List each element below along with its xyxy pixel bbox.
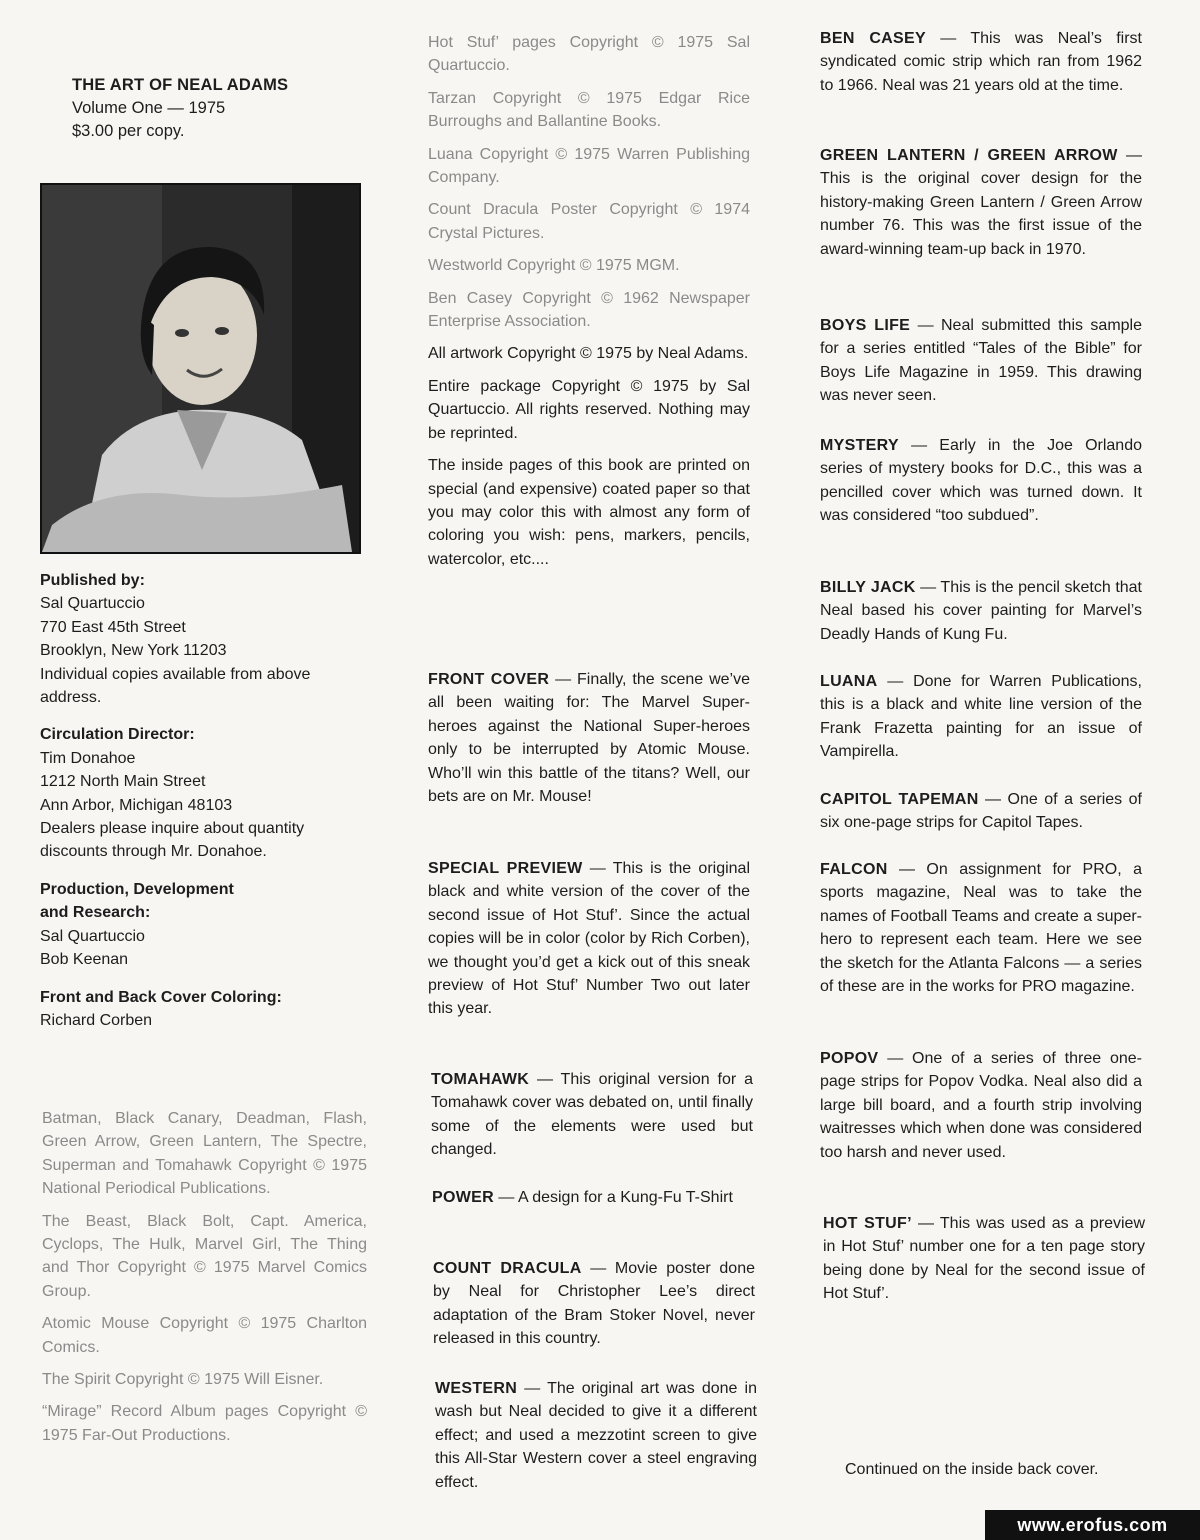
published-label: Published by: xyxy=(40,572,145,589)
continued-note: Continued on the inside back cover. xyxy=(845,1461,1099,1478)
copyright-notice: Tarzan Copyright © 1975 Edgar Rice Burroughs and Ballantine Books. xyxy=(428,89,750,131)
publisher-line: Brooklyn, New York 11203 xyxy=(40,642,227,660)
entry-luana xyxy=(820,670,1142,764)
coloring-label: Front and Back Cover Coloring: xyxy=(40,988,282,1006)
circulation-label: Circulation Director: xyxy=(40,726,195,744)
entry-body: — This is the original cover design for the history-making Green Lantern / Green Arrow number 76. This was the first issue of the award-winning team-up back in 1970. xyxy=(820,147,1142,258)
site-watermark: www.erofus.com xyxy=(985,1510,1200,1540)
entry-heading: POWER xyxy=(432,1189,494,1206)
copyright-middle xyxy=(428,31,750,580)
entry-heading: BOYS LIFE xyxy=(820,317,911,334)
volume-line: Volume One — 1975 xyxy=(72,99,226,117)
package-copyright: Entire package Copyright © 1975 by Sal Quartuccio. All rights reserved. Nothing may be reprinted. xyxy=(428,377,750,442)
entry-special-preview xyxy=(428,857,750,1021)
circulation-line: Ann Arbor, Michigan 48103 xyxy=(40,796,233,814)
entry-heading: WESTERN xyxy=(435,1380,518,1397)
entry-heading: SPECIAL PREVIEW xyxy=(428,860,583,877)
artwork-copyright: All artwork Copyright © 1975 by Neal Adams. xyxy=(428,345,749,363)
credits-section xyxy=(40,569,365,1046)
entry-body: — This was used as a preview in Hot Stuf’ number one for a ten page story being done by Neal for the second issue of Hot Stuf’. xyxy=(823,1215,1145,1303)
production-label: Production, Development xyxy=(40,880,234,898)
entry-green-lantern xyxy=(820,144,1142,261)
entry-front-cover xyxy=(428,668,750,808)
entry-heading: BEN CASEY xyxy=(820,30,926,47)
production-line: Bob Keenan xyxy=(40,951,129,969)
circulation-line: 1212 North Main Street xyxy=(40,773,206,791)
circulation-line: Dealers please inquire about quantity discounts through Mr. Donahoe. xyxy=(40,820,305,861)
entry-body: — Early in the Joe Orlando series of mystery books for D.C., this was a pencilled cover which was turned down. It was considered “too subdued”. xyxy=(820,437,1142,525)
entry-body: — Done for Warren Publications, this is a black and white line version of the Frank Frazetta painting for an issue of Vampirella. xyxy=(820,673,1142,761)
entry-power xyxy=(432,1186,754,1209)
author-portrait-illustration xyxy=(42,185,359,552)
entry-body: — One of a series of six one-page strips for Capitol Tapes. xyxy=(820,791,1142,832)
entry-popov xyxy=(820,1047,1142,1164)
entry-body: — Finally, the scene we’ve all been waiting for: The Marvel Super-heroes against the National Super-heroes only to be interrupted by Atomic Mouse. Who’ll win this battle of the titans? Well, our bets are on Mr. Mouse! xyxy=(428,671,751,806)
entry-capitol-tapeman xyxy=(820,788,1142,835)
copyright-notice: “Mirage” Record Album pages Copyright © 1975 Far-Out Productions. xyxy=(42,1403,367,1444)
copyright-notice: The Spirit Copyright © 1975 Will Eisner. xyxy=(42,1371,324,1389)
circulation-group xyxy=(40,723,365,863)
production-group xyxy=(40,878,365,972)
entry-body: — The original art was done in wash but Neal decided to give it a different effect; and used a mezzotint screen to give this All-Star Western cover a steel engraving effect. xyxy=(435,1380,757,1491)
entry-heading: FALCON xyxy=(820,861,888,878)
circulation-line: Tim Donahoe xyxy=(40,749,136,767)
entry-heading: LUANA xyxy=(820,673,878,690)
publisher-line: Sal Quartuccio xyxy=(40,595,145,613)
entry-billy-jack xyxy=(820,576,1142,646)
entry-mystery xyxy=(820,434,1142,528)
entry-body: — One of a series of three one-page strips for Popov Vodka. Neal also did a large bill board, and a fourth strip involving waitresses which when done was considered too harsh and never used. xyxy=(820,1050,1142,1161)
copyright-notice: Luana Copyright © 1975 Warren Publishing Company. xyxy=(428,145,750,187)
publisher-line: 770 East 45th Street xyxy=(40,618,186,636)
copyright-left xyxy=(42,1107,367,1456)
publisher-line: Individual copies available from above address. xyxy=(40,665,311,707)
entry-heading: BILLY JACK xyxy=(820,579,916,596)
entry-heading: MYSTERY xyxy=(820,437,899,454)
entry-count-dracula xyxy=(433,1257,755,1351)
entry-body: — This original version for a Tomahawk cover was debated on, until finally some of the elements were used but changed. xyxy=(431,1071,753,1159)
entry-heading: POPOV xyxy=(820,1050,879,1067)
entry-body: — This is the pencil sketch that Neal based his cover painting for Marvel’s Deadly Hands of Kung Fu. xyxy=(820,579,1142,643)
entry-tomahawk xyxy=(431,1068,753,1162)
coloring-group xyxy=(40,986,365,1033)
entry-body: — This was Neal’s first syndicated comic strip which ran from 1962 to 1966. Neal was 21 years old at the time. xyxy=(820,30,1142,94)
paper-note: The inside pages of this book are printed on special (and expensive) coated paper so that you may color this with almost any form of coloring you wish: pens, markers, pencils, watercolor, etc.... xyxy=(428,457,750,568)
entry-body: — On assignment for PRO, a sports magazine, Neal was to take the names of Football Teams and create a super-hero to represent each team. Here we see the sketch for the Atlanta Falcons — a series of these are in the works for PRO magazine. xyxy=(820,861,1142,996)
copyright-notice: Ben Casey Copyright © 1962 Newspaper Enterprise Association. xyxy=(428,289,750,331)
entry-heading: COUNT DRACULA xyxy=(433,1260,582,1277)
price-line: $3.00 per copy. xyxy=(72,122,185,140)
copyright-notice: Count Dracula Poster Copyright © 1974 Crystal Pictures. xyxy=(428,201,750,242)
copyright-notice: The Beast, Black Bolt, Capt. America, Cyclops, The Hulk, Marvel Girl, The Thing and Thor Copyright © 1975 Marvel Comics Group. xyxy=(42,1212,367,1300)
entry-heading: FRONT COVER xyxy=(428,671,550,688)
entry-heading: TOMAHAWK xyxy=(431,1071,530,1088)
entry-western xyxy=(435,1377,757,1494)
entry-heading: GREEN LANTERN / GREEN ARROW xyxy=(820,147,1118,164)
production-line: Sal Quartuccio xyxy=(40,927,145,945)
entry-body: — Movie poster done by Neal for Christopher Lee’s direct adaptation of the Bram Stoker Novel, never released in this country. xyxy=(433,1260,755,1348)
entry-heading: CAPITOL TAPEMAN xyxy=(820,791,979,808)
entry-falcon xyxy=(820,858,1142,998)
production-label: and Research: xyxy=(40,904,151,922)
entry-body: — This is the original black and white version of the cover of the second issue of Hot Stuf’. Since the actual copies will be in color (color by Rich Corben), we thought you’d get a kick out of this sneak preview of Hot Stuf’ Number Two out later this year. xyxy=(428,860,751,1018)
coloring-line: Richard Corben xyxy=(40,1011,153,1029)
copyright-notice: Westworld Copyright © 1975 MGM. xyxy=(428,257,680,275)
book-title: THE ART OF NEAL ADAMS xyxy=(72,76,289,94)
entry-heading: HOT STUF’ xyxy=(823,1215,912,1232)
entry-ben-casey xyxy=(820,27,1142,97)
publisher-group xyxy=(40,569,365,709)
copyright-notice: Batman, Black Canary, Deadman, Flash, Green Arrow, Green Lantern, The Spectre, Superman and Tomahawk Copyright © 1975 National Periodical Publications. xyxy=(42,1110,367,1198)
entry-body: — A design for a Kung-Fu T-Shirt xyxy=(493,1189,733,1206)
title-block xyxy=(72,74,372,143)
author-photo xyxy=(40,183,361,554)
copyright-notice: Hot Stuf’ pages Copyright © 1975 Sal Quartuccio. xyxy=(428,34,750,75)
copyright-notice: Atomic Mouse Copyright © 1975 Charlton Comics. xyxy=(42,1315,367,1356)
entry-hot-stuf xyxy=(823,1212,1145,1306)
entry-body: — Neal submitted this sample for a series entitled “Tales of the Bible” for Boys Life Magazine in 1959. This drawing was never seen. xyxy=(820,317,1142,405)
entry-boys-life xyxy=(820,314,1142,408)
